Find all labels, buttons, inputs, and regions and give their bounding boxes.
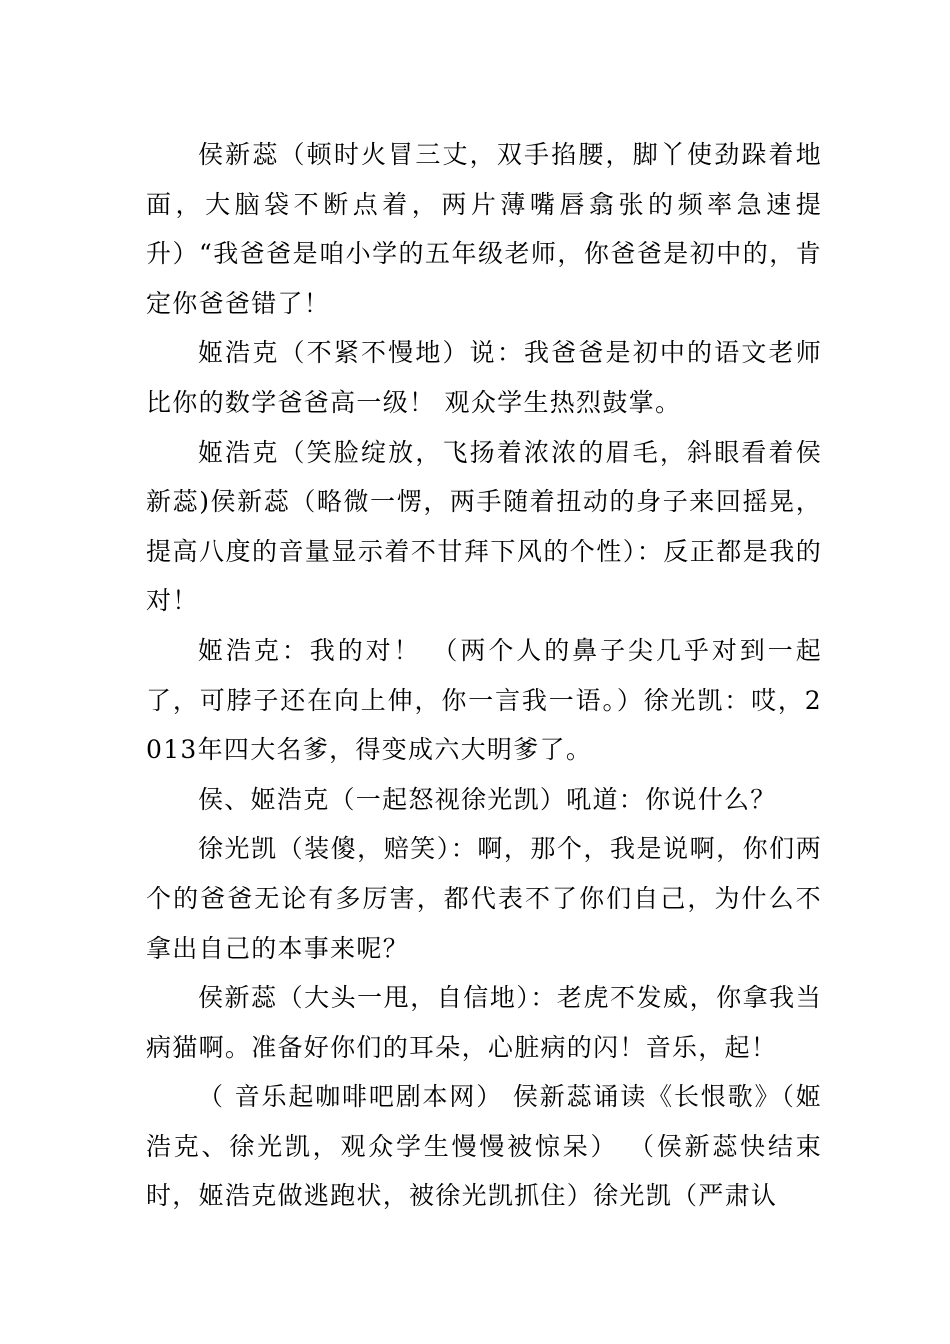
paragraph-2: 姬浩克（不紧不慢地）说：我爸爸是初中的语文老师比你的数学爸爸高一级！ 观众学生热烈鼓掌。 [146, 338, 822, 417]
paragraph-4: 姬浩克：我的对！ （两个人的鼻子尖几乎对到一起了，可脖子还在向上伸，你一言我一语。）徐光凯：哎，2013年四大名爹，得变成六大明爹了。 [146, 635, 822, 765]
paragraph-8: （ 音乐起咖啡吧剧本网） 侯新蕊诵读《长恨歌》（姬浩克、徐光凯，观众学生慢慢被惊呆） （侯新蕊快结束时，姬浩克做逃跑状，被徐光凯抓住）徐光凯（严肃认 [146, 1082, 822, 1211]
paragraph-6: 徐光凯（装傻，赔笑）：啊，那个，我是说啊，你们两个的爸爸无论有多厉害，都代表不了你们自己，为什么不拿出自己的本事来呢？ [146, 834, 822, 963]
paragraph-3: 姬浩克（笑脸绽放，飞扬着浓浓的眉毛，斜眼看着侯新蕊)侯新蕊（略微一愣，两手随着扭动的身子来回摇晃，提高八度的音量显示着不甘拜下风的个性）：反正都是我的对！ [146, 437, 822, 616]
document-body [146, 130, 822, 1221]
paragraph-5: 侯、姬浩克（一起怒视徐光凯）吼道：你说什么？ [198, 784, 777, 814]
paragraph-7: 侯新蕊（大头一甩，自信地）：老虎不发威，你拿我当病猫啊。准备好你们的耳朵，心脏病的闪！音乐，起！ [146, 983, 822, 1062]
paragraph-1: 侯新蕊（顿时火冒三丈，双手掐腰，脚丫使劲跺着地面，大脑袋不断点着，两片薄嘴唇翕张的频率急速提升）“我爸爸是咱小学的五年级老师，你爸爸是初中的，肯定你爸爸错了！ [146, 140, 822, 318]
